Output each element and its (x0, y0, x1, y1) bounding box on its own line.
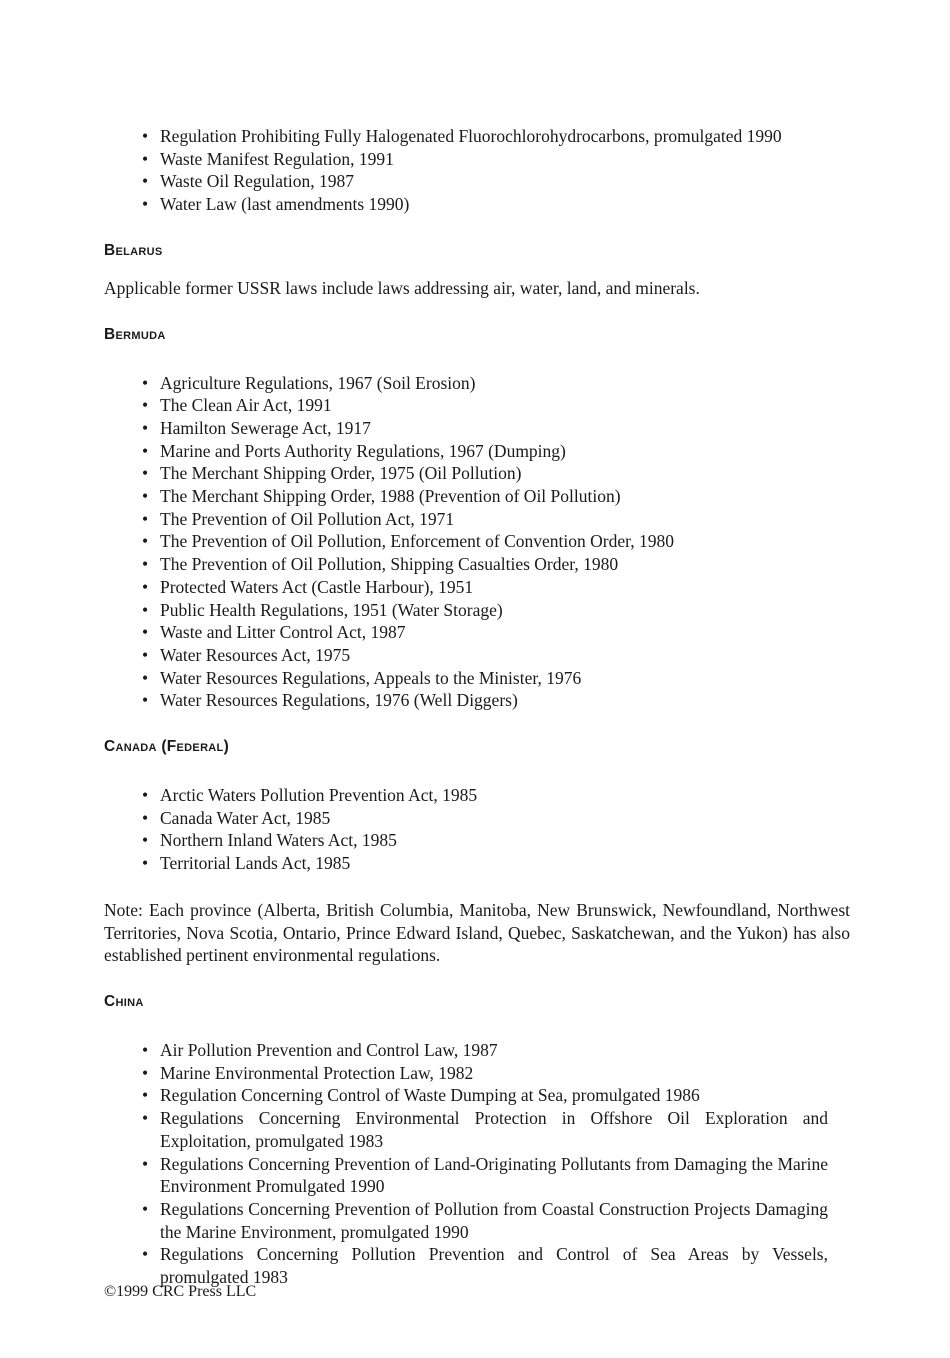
belarus-paragraph: Applicable former USSR laws include laws addressing air, water, land, and minerals. (104, 277, 700, 298)
list-item: • Regulation Prohibiting Fully Halogenated Fluorochlorohydrocarbons, promulgated 1990 (142, 125, 828, 148)
list-item: • The Prevention of Oil Pollution Act, 1971 (142, 508, 828, 531)
list-item: • Public Health Regulations, 1951 (Water Storage) (142, 599, 828, 622)
china-regulation-list (104, 1039, 828, 1289)
list-item: • Marine and Ports Authority Regulations, 1967 (Dumping) (142, 440, 828, 463)
bermuda-regulation-list (104, 372, 828, 713)
list-item: • Northern Inland Waters Act, 1985 (142, 829, 828, 852)
list-item: • Marine Environmental Protection Law, 1982 (142, 1062, 828, 1085)
canada-regulation-list (104, 784, 828, 875)
list-item: • Regulations Concerning Pollution Prevention and Control of Sea Areas by Vessels, promulgated 1983 (142, 1243, 828, 1288)
list-item: • Regulations Concerning Prevention of Pollution from Coastal Construction Projects Damaging the Marine Environment, promulgated 1990 (142, 1198, 828, 1243)
list-item: • Water Resources Regulations, 1976 (Well Diggers) (142, 689, 828, 712)
list-item: • The Clean Air Act, 1991 (142, 394, 828, 417)
list-item: • Water Resources Act, 1975 (142, 644, 828, 667)
list-item: • The Merchant Shipping Order, 1988 (Prevention of Oil Pollution) (142, 485, 828, 508)
list-item: • Water Resources Regulations, Appeals to the Minister, 1976 (142, 667, 828, 690)
list-item: • Canada Water Act, 1985 (142, 807, 828, 830)
list-item: • Water Law (last amendments 1990) (142, 193, 828, 216)
list-item: • Agriculture Regulations, 1967 (Soil Erosion) (142, 372, 828, 395)
list-item: • Regulations Concerning Environmental Protection in Offshore Oil Exploration and Exploitation, promulgated 1983 (142, 1107, 828, 1152)
list-item: • The Prevention of Oil Pollution, Shipping Casualties Order, 1980 (142, 553, 828, 576)
list-item: • Air Pollution Prevention and Control Law, 1987 (142, 1039, 828, 1062)
list-item: • The Prevention of Oil Pollution, Enforcement of Convention Order, 1980 (142, 530, 828, 553)
section-heading-belarus: Belarus (104, 241, 163, 259)
list-item: • Protected Waters Act (Castle Harbour), 1951 (142, 576, 828, 599)
section-heading-bermuda: Bermuda (104, 325, 166, 343)
list-item: • Hamilton Sewerage Act, 1917 (142, 417, 828, 440)
list-item: • Regulations Concerning Prevention of Land-Originating Pollutants from Damaging the Marine Environment Promulgated 1990 (142, 1153, 828, 1198)
list-item: • Waste Manifest Regulation, 1991 (142, 148, 828, 171)
list-item: • Waste and Litter Control Act, 1987 (142, 621, 828, 644)
list-item: • Waste Oil Regulation, 1987 (142, 170, 828, 193)
list-item: • Regulation Concerning Control of Waste Dumping at Sea, promulgated 1986 (142, 1084, 828, 1107)
section-heading-china: China (104, 992, 144, 1010)
list-item: • Arctic Waters Pollution Prevention Act, 1985 (142, 784, 828, 807)
copyright-footer: ©1999 CRC Press LLC (104, 1283, 257, 1300)
list-item: • Territorial Lands Act, 1985 (142, 852, 828, 875)
top-regulation-list (104, 125, 828, 216)
section-heading-canada: Canada (Federal) (104, 738, 230, 756)
list-item: • The Merchant Shipping Order, 1975 (Oil Pollution) (142, 462, 828, 485)
canada-note-paragraph: Note: Each province (Alberta, British Columbia, Manitoba, New Brunswick, Newfoundland, Northwest Territories, Nova Scotia, Ontario, Prince Edward Island, Quebec, Saskatchewan, and the Yukon) has also established pertinent environmental regulations. (104, 899, 850, 966)
document-page (104, 125, 850, 1289)
